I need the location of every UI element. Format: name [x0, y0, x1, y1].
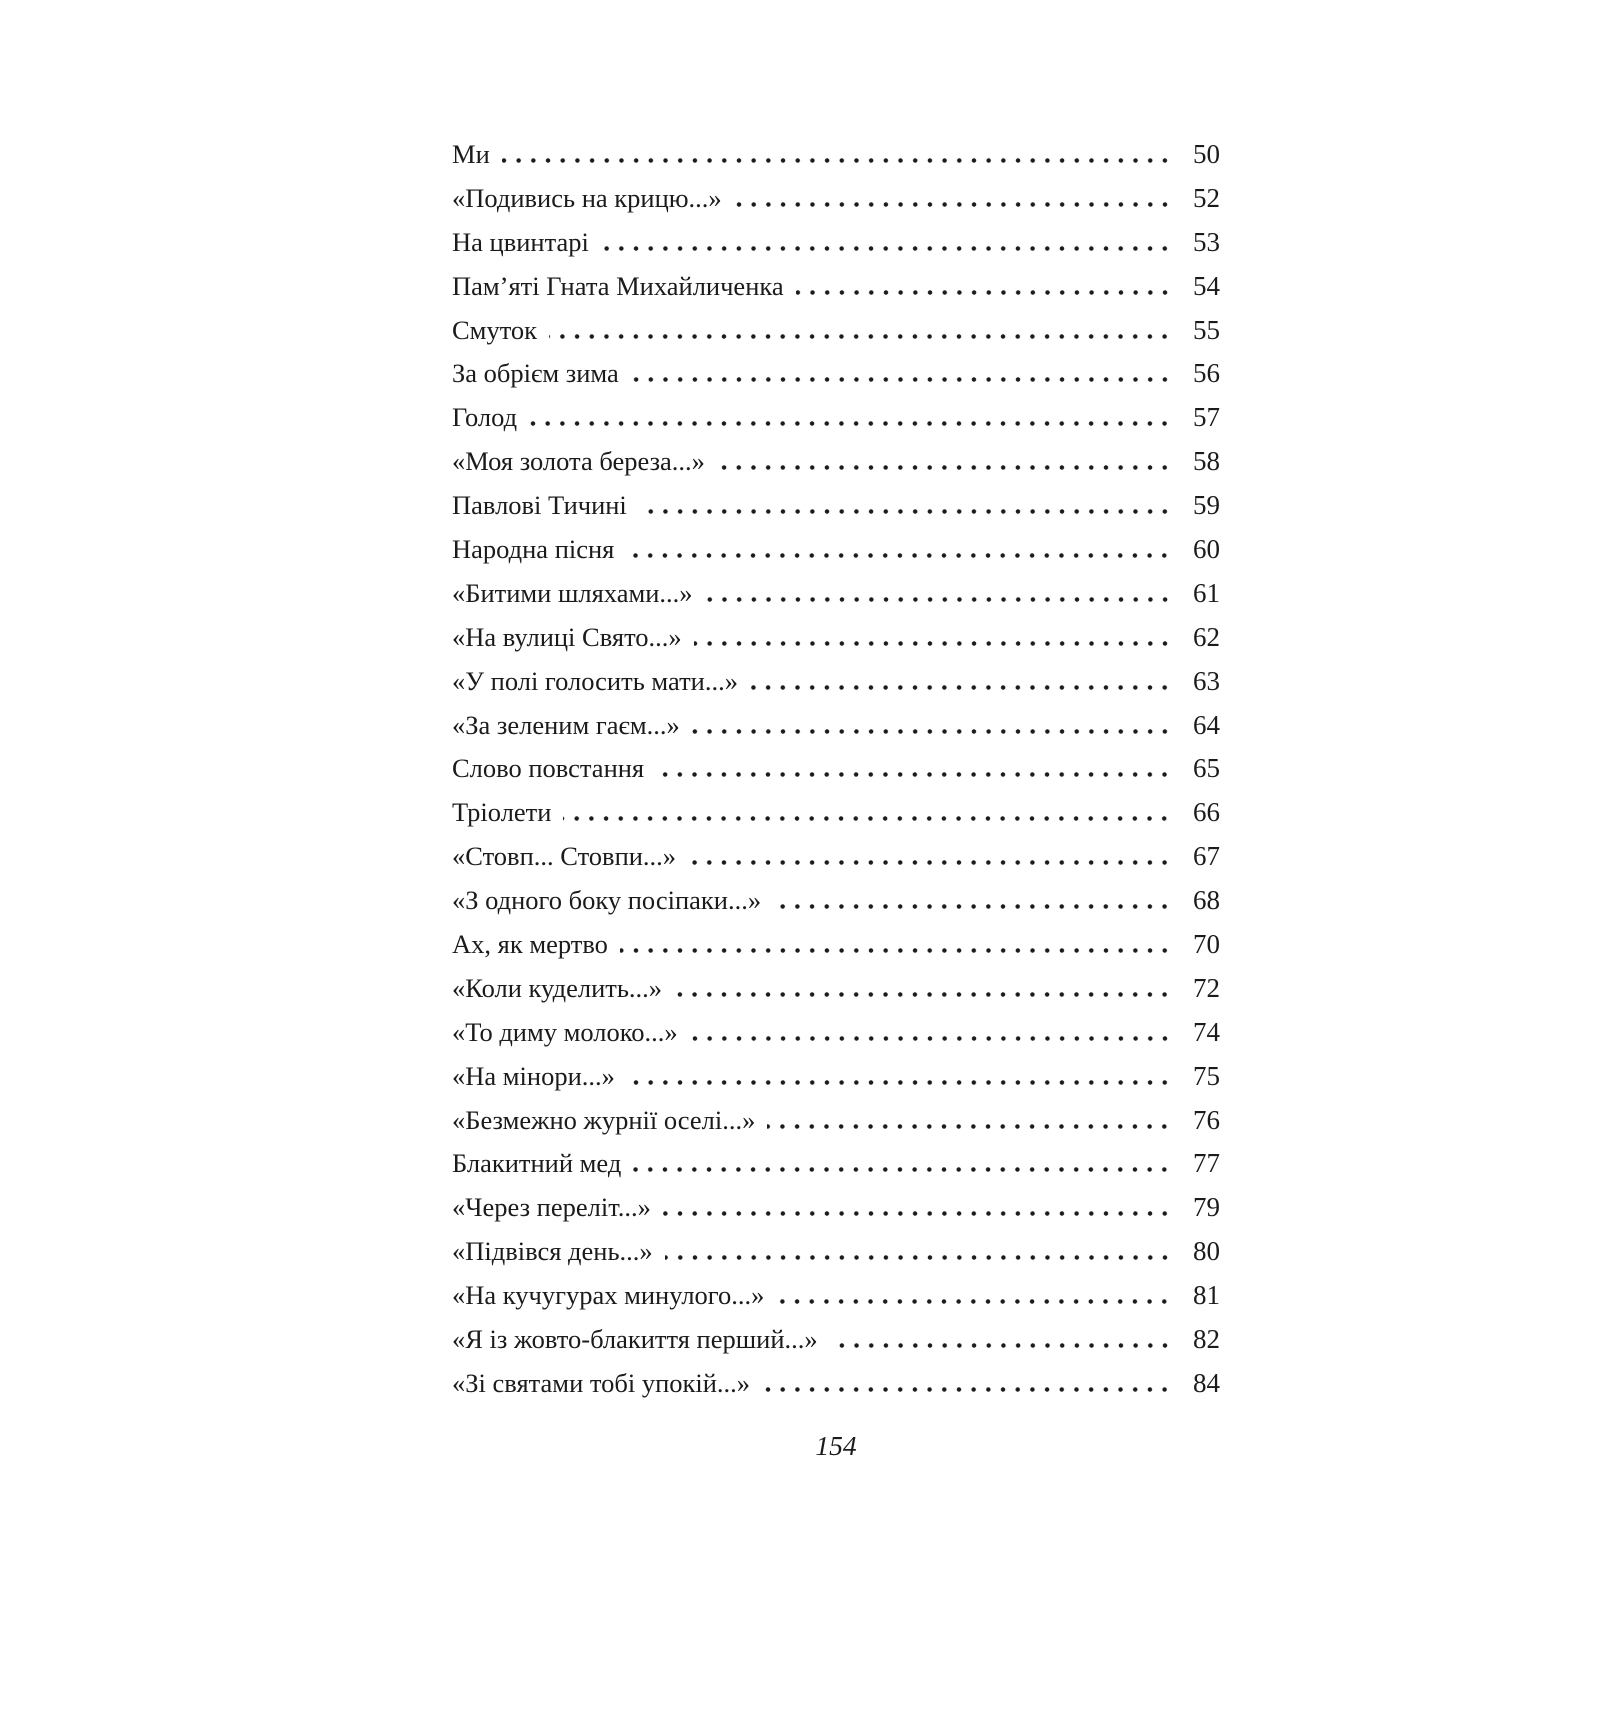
toc-entry-page: 74 — [1193, 1016, 1220, 1047]
toc-entry — [452, 616, 1220, 660]
toc-entry — [452, 265, 1220, 309]
toc-entry-page: 66 — [1193, 797, 1220, 828]
dot-leader — [633, 1167, 1172, 1172]
toc-entry-page: 67 — [1193, 841, 1220, 872]
toc-entry-title: Пам’яті Гната Михайличенка — [452, 270, 784, 301]
dot-leader — [767, 1124, 1172, 1129]
toc-entry-page: 53 — [1193, 226, 1220, 257]
toc-entry-title: «Коли куделить...» — [452, 972, 663, 1003]
toc-entry-title: «Моя золота береза...» — [452, 446, 705, 477]
toc-entry — [452, 1186, 1220, 1230]
toc-entry-page: 84 — [1193, 1367, 1220, 1398]
dot-leader — [690, 1036, 1172, 1041]
toc-entry-title: «У полі голосить мати...» — [452, 665, 738, 696]
toc-entry — [452, 528, 1220, 572]
dot-leader — [705, 597, 1172, 602]
dot-leader — [563, 816, 1172, 821]
toc-entry-page: 55 — [1193, 314, 1220, 345]
dot-leader — [620, 948, 1172, 953]
dot-leader — [627, 1080, 1172, 1085]
toc-entry-title: «То диму молоко...» — [452, 1016, 678, 1047]
dot-leader — [773, 904, 1172, 909]
toc-entry-title: «Через переліт...» — [452, 1192, 651, 1223]
toc-entry-page: 82 — [1193, 1324, 1220, 1355]
toc-entry — [452, 1011, 1220, 1055]
dot-leader — [674, 992, 1172, 997]
toc-entry-page: 68 — [1193, 885, 1220, 916]
toc-entry-page: 72 — [1193, 972, 1220, 1003]
dot-leader — [665, 1255, 1172, 1260]
toc-entry-title: «Безмежно журнії оселі...» — [452, 1104, 756, 1135]
toc-entry-page: 77 — [1193, 1148, 1220, 1179]
toc-entry — [452, 221, 1220, 265]
toc-entry — [452, 1318, 1220, 1362]
book-page — [0, 133, 1600, 1733]
dot-leader — [656, 772, 1172, 777]
toc-entry-title: Голод — [452, 402, 518, 433]
toc-entry — [452, 791, 1220, 835]
toc-entry — [452, 1362, 1220, 1406]
table-of-contents — [452, 133, 1220, 1406]
dot-leader — [750, 685, 1172, 690]
toc-entry — [452, 747, 1220, 791]
toc-entry-page: 59 — [1193, 490, 1220, 521]
dot-leader — [692, 729, 1172, 734]
toc-entry-title: «На мінори...» — [452, 1060, 615, 1091]
toc-entry-title: Тріолети — [452, 797, 552, 828]
toc-entry — [452, 396, 1220, 440]
toc-entry-title: Ми — [452, 139, 490, 169]
toc-entry — [452, 1142, 1220, 1186]
toc-entry-title: «Стовп... Стовпи...» — [452, 841, 677, 872]
toc-entry-title: Павлові Тичині — [452, 490, 627, 521]
toc-entry-page: 57 — [1193, 402, 1220, 433]
toc-entry-page: 70 — [1193, 929, 1220, 960]
toc-entry — [452, 704, 1220, 748]
dot-leader — [626, 553, 1172, 558]
dot-leader — [502, 158, 1172, 163]
toc-entry-title: «Зі святами тобі упокій...» — [452, 1367, 751, 1398]
toc-entry — [452, 440, 1220, 484]
toc-entry-page: 52 — [1193, 182, 1220, 213]
toc-entry-title: «За зеленим гаєм...» — [452, 709, 680, 740]
toc-entry-title: «Підвівся день...» — [452, 1236, 653, 1267]
toc-entry-page: 76 — [1193, 1104, 1220, 1135]
dot-leader — [663, 1211, 1172, 1216]
toc-entry-title: Ах, як мертво — [452, 929, 608, 960]
toc-entry-title: На цвинтарі — [452, 226, 589, 257]
toc-entry — [452, 484, 1220, 528]
toc-entry-page: 80 — [1193, 1236, 1220, 1267]
toc-entry-page: 61 — [1193, 577, 1220, 608]
dot-leader — [734, 202, 1172, 207]
dot-leader — [762, 1387, 1172, 1392]
page-number: 154 — [815, 1429, 857, 1461]
toc-entry-title: «Я із жовто-блакиття перший...» — [452, 1324, 818, 1355]
toc-entry — [452, 923, 1220, 967]
dot-leader — [776, 1299, 1172, 1304]
toc-entry-title: «На вулиці Свято...» — [452, 621, 682, 652]
dot-leader — [796, 290, 1172, 295]
toc-entry — [452, 177, 1220, 221]
toc-entry-title: Смуток — [452, 314, 538, 345]
dot-leader — [601, 246, 1172, 251]
toc-entry-title: «На кучугурах минулого...» — [452, 1280, 765, 1311]
dot-leader — [639, 509, 1172, 514]
dot-leader — [631, 377, 1172, 382]
toc-entry-title: Слово повстання — [452, 753, 645, 784]
toc-entry-page: 64 — [1193, 709, 1220, 740]
toc-entry-title: «Подивись на крицю...» — [452, 182, 722, 213]
toc-entry — [452, 1230, 1220, 1274]
toc-entry-title: «Битими шляхами...» — [452, 577, 693, 608]
toc-entry-page: 63 — [1193, 665, 1220, 696]
toc-entry-title: «З одного боку посіпаки...» — [452, 885, 762, 916]
toc-entry — [452, 660, 1220, 704]
toc-entry — [452, 1099, 1220, 1143]
toc-entry-page: 56 — [1193, 358, 1220, 389]
dot-leader — [688, 860, 1172, 865]
toc-entry — [452, 133, 1220, 177]
toc-entry-title: Блакитний мед — [452, 1148, 622, 1179]
toc-entry-page: 60 — [1193, 534, 1220, 565]
dot-leader — [529, 421, 1172, 426]
toc-entry-title: За обрієм зима — [452, 358, 619, 389]
toc-entry — [452, 572, 1220, 616]
toc-entry-page: 50 — [1193, 139, 1220, 169]
dot-leader — [549, 334, 1172, 339]
toc-entry-page: 79 — [1193, 1192, 1220, 1223]
dot-leader — [830, 1343, 1172, 1348]
dot-leader — [694, 641, 1172, 646]
toc-entry — [452, 835, 1220, 879]
toc-entry-page: 58 — [1193, 446, 1220, 477]
toc-entry — [452, 1055, 1220, 1099]
toc-entry-page: 62 — [1193, 621, 1220, 652]
dot-leader — [717, 465, 1172, 470]
toc-entry — [452, 1274, 1220, 1318]
toc-entry — [452, 309, 1220, 353]
toc-entry-page: 54 — [1193, 270, 1220, 301]
toc-entry-title: Народна пісня — [452, 534, 615, 565]
toc-entry-page: 65 — [1193, 753, 1220, 784]
toc-entry — [452, 967, 1220, 1011]
toc-entry-page: 81 — [1193, 1280, 1220, 1311]
toc-entry — [452, 352, 1220, 396]
toc-entry — [452, 879, 1220, 923]
toc-entry-page: 75 — [1193, 1060, 1220, 1091]
